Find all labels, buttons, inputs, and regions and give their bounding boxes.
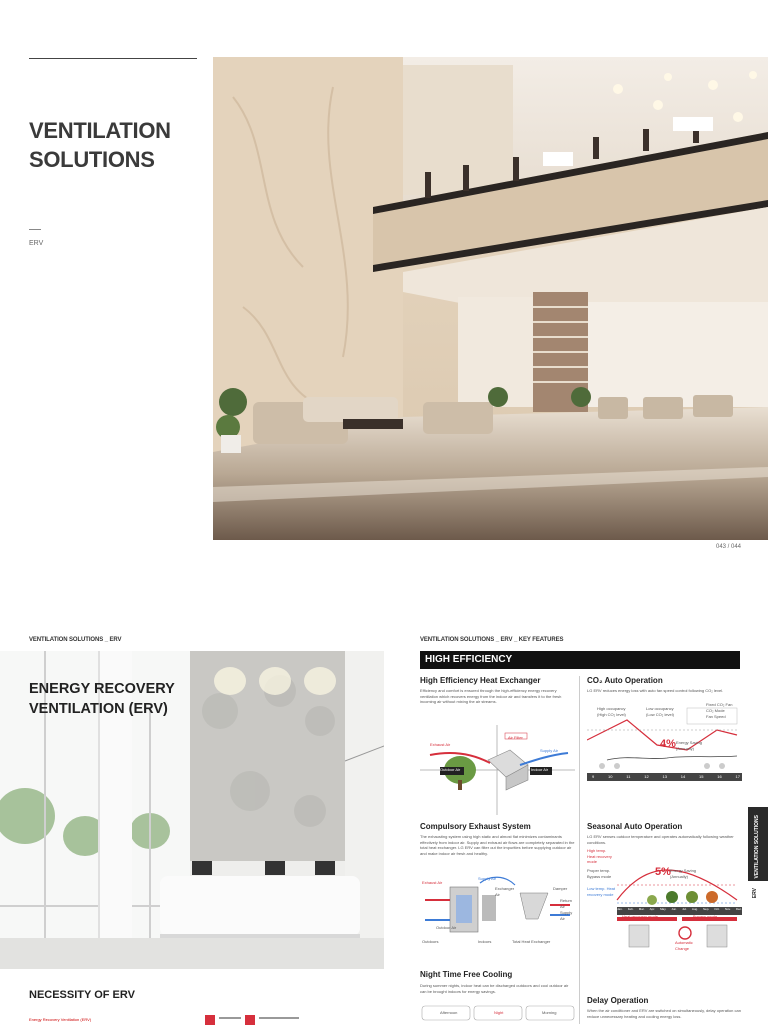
section-label-erv: ERV [29, 240, 44, 247]
co2-tick: 9 [592, 774, 595, 779]
co2-auto-body: LG ERV reduces energy loss with auto fan speed control following CO₂ level. [587, 688, 724, 693]
necessity-heading: NECESSITY OF ERV [29, 989, 135, 1001]
seasonal-percent-caption: Energy Saving (Annually) [670, 868, 697, 879]
seasonal-month-axis [617, 907, 742, 913]
month-tick: May. [660, 907, 667, 911]
month-tick: Oct. [714, 907, 720, 911]
side-tab-label: VENTILATION SOLUTIONS [754, 815, 760, 879]
side-erv-label: ERV [752, 888, 758, 899]
co2-percent: 4% [660, 738, 676, 750]
hero-title-line-2: VENTILATION (ERV) [29, 701, 168, 717]
month-tick: Jul. [682, 907, 687, 911]
heat-exchanger-body: Efficiency and comfort is ensured through the high-efficiency energy recovery ventilation which recovers energy from the indoor air and transfers it to the fresh incoming air without mixing the air streams. [420, 688, 562, 704]
co2-legend-fixed: Fixed CO₂ Fan [706, 702, 733, 707]
co2-x-axis [592, 774, 740, 780]
month-tick: Aug. [691, 907, 698, 911]
ce-outdoors-label: Outdoors [422, 939, 439, 944]
hx-air-filter-label: Air Filter [508, 735, 523, 740]
month-tick: Apr. [649, 907, 656, 911]
ce-exchanger-label: Exchanger Air [495, 886, 515, 897]
ce-exhaust-label: Exhaust Air [422, 880, 443, 885]
co2-low-occupancy: Low occupancy (Low CO₂ level) [646, 706, 675, 717]
night-afternoon-label: Afternoon [440, 1010, 458, 1015]
hero-title-line-1: ENERGY RECOVERY [29, 681, 175, 697]
lobby-illustration [213, 57, 768, 540]
co2-tick: 17 [735, 774, 740, 779]
co2-percent-caption: Energy Saving (Annually) [676, 740, 703, 751]
ce-supply-air-label: Supply Air [560, 910, 573, 921]
erv-hero-title [29, 679, 175, 719]
seasonal-auto-title: Seasonal Auto Operation [587, 822, 683, 831]
co2-tick: 16 [717, 774, 722, 779]
compulsory-exhaust-body: The exhausting system using high static and almost flat minimizes contaminants effectively from indoor air. Supply and exhaust air flows are completely separated in the total heat exchanger. LG ERV can filter out the impurities before supplying outdoor air and make indoor air fresh and healthy. [420, 834, 575, 856]
co2-legend-mode: CO₂ Mode [706, 708, 725, 713]
page-title [29, 116, 209, 174]
necessity-diagram [205, 1012, 325, 1024]
co2-legend-fan: Fan Speed [706, 714, 726, 719]
seasonal-percent: 5% [655, 866, 671, 878]
co2-tick: 12 [644, 774, 649, 779]
hx-exhaust-label: Exhaust Air [430, 742, 451, 747]
co2-tick: 11 [626, 774, 631, 779]
seasonal-heat-recovery-label: Heat recovery mode [622, 914, 659, 919]
necessity-subheading: Energy Recovery Ventilation (ERV) [29, 1017, 92, 1022]
hx-indoor-label: Indoor Air [531, 767, 549, 772]
hx-supply-label: Supply Air [540, 748, 559, 753]
side-section-tab [748, 807, 768, 881]
seasonal-bypass-label: Bypass mode [693, 914, 718, 919]
month-tick: Jun. [671, 907, 678, 911]
month-tick: Mar. [638, 907, 645, 911]
month-tick: Jan. [617, 907, 623, 911]
section-divider-page [29, 58, 197, 59]
seasonal-high-temp: High temp. Heat recovery mode [587, 848, 612, 864]
month-tick: Nov. [724, 907, 731, 911]
ce-damper-label: Damper [553, 886, 568, 891]
seasonal-auto-body: LG ERV senses outdoor temperature and operates automatically following weather conditions. [587, 834, 734, 845]
compulsory-exhaust-title: Compulsory Exhaust System [420, 822, 531, 831]
header-right: VENTILATION SOLUTIONS _ ERV _ KEY FEATURES [420, 637, 564, 643]
month-tick: Sep. [703, 907, 710, 911]
night-night-label: Night [494, 1010, 504, 1015]
night-cooling-title: Night Time Free Cooling [420, 970, 513, 979]
ce-outdoor-air-label: Outdoor Air [436, 925, 457, 930]
ce-indoors-label: Indoors [478, 939, 492, 944]
heat-exchanger-title: High Efficiency Heat Exchanger [420, 676, 541, 685]
co2-high-occupancy: High occupancy (High CO₂ level) [597, 706, 626, 717]
high-efficiency-label: HIGH EFFICIENCY [425, 654, 513, 665]
night-morning-label: Morning [542, 1010, 557, 1015]
title-line-2: SOLUTIONS [29, 147, 155, 172]
ce-total-heat-label: Total Heat Exchanger [512, 939, 551, 944]
ce-supply-label: Supply Air [478, 876, 497, 881]
seasonal-auto-change-label: Automatic Change [675, 940, 693, 951]
lobby-photo [213, 57, 768, 540]
night-cooling-body: During summer nights, indoor heat can be discharged outdoors and cool outdoor air can be brought indoors for energy savings. [420, 983, 569, 994]
hx-outdoor-label: Outdoor Air [440, 767, 461, 772]
necessity-diagram-graphic [205, 1013, 325, 1025]
co2-tick: 14 [680, 774, 686, 779]
co2-auto-title: CO₂ Auto Operation [587, 676, 663, 685]
title-line-1: VENTILATION [29, 118, 171, 143]
co2-tick: 10 [608, 774, 613, 779]
page-number: 043 / 044 [716, 544, 742, 550]
delay-operation-body: When the air conditioner and ERV are switched on simultaneously, delay operation can reduce unnecessary heating and cooling energy loss. [587, 1008, 741, 1019]
co2-tick: 13 [662, 774, 667, 779]
ce-return-label: Return Air [560, 898, 573, 909]
high-efficiency-banner [420, 651, 740, 669]
seasonal-low-temp: Low temp. Heat recovery mode [587, 886, 616, 897]
column-divider [579, 676, 580, 1024]
subtitle-divider [29, 229, 41, 230]
header-left: VENTILATION SOLUTIONS _ ERV [29, 637, 122, 643]
month-tick: Dec. [735, 907, 742, 911]
co2-tick: 15 [698, 774, 704, 779]
delay-operation-title: Delay Operation [587, 996, 649, 1005]
month-tick: Feb. [627, 907, 634, 911]
seasonal-proper-temp: Proper temp. Bypass mode [587, 868, 612, 879]
